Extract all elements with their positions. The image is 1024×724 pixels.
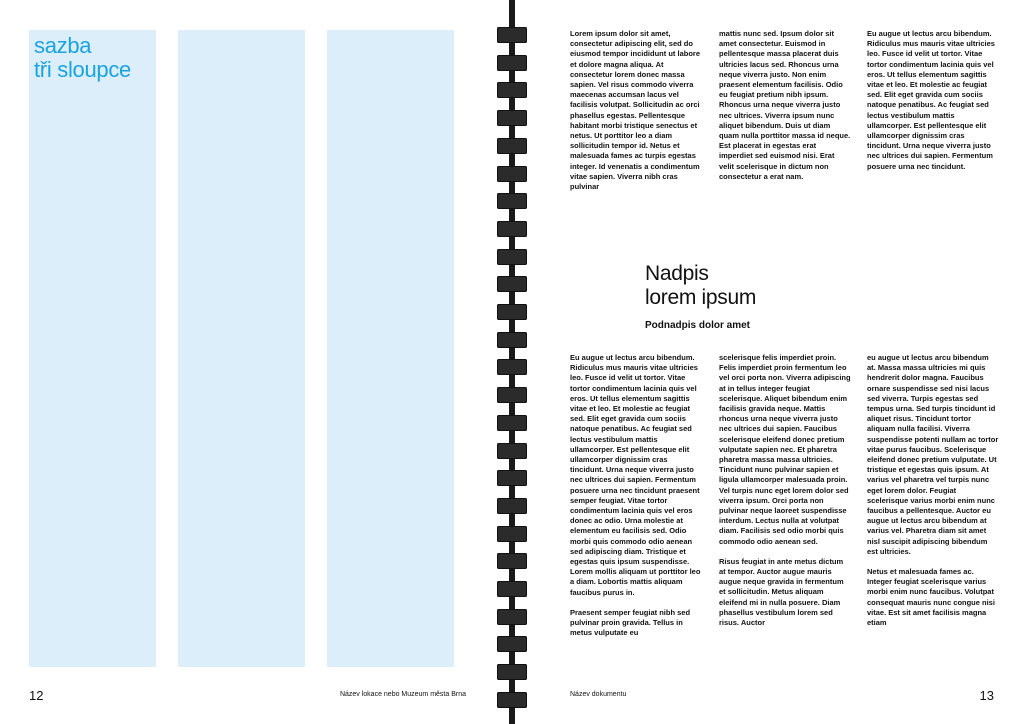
left-page [0,0,510,724]
section-heading-line-2: lorem ipsum [645,286,757,309]
page-number-left: 12 [29,688,44,703]
column-placeholder-2 [178,30,305,667]
binding-ring [497,304,527,320]
binding-ring [497,443,527,459]
binding-ring [497,166,527,182]
binding-ring [497,27,527,43]
paragraph: mattis nunc sed. Ipsum dolor sit amet consectetur. Euismod in pellentesque massa placerat duis ultricies lacus sed. Rhoncus urna neque viverra justo. Non enim praesent elementum facilisis. Odio eu feugiat pretium nibh ipsum. Rhoncus urna neque viverra justo nec ultrices. Viverra ipsum nunc aliquet bibendum. Duis ut diam quam nulla porttitor massa id neque. Est placerat in egestas erat imperdiet sed euismod nisi. Erat velit scelerisque in dictum non consectetur a erat nam. [719,29,851,181]
binding-ring [497,692,527,708]
binding-ring [497,55,527,71]
binding-ring [497,138,527,154]
binding-ring [497,498,527,514]
binding-ring [497,359,527,375]
layout-title [34,34,131,82]
layout-title-line-1: sazba [34,33,92,58]
paragraph: Praesent semper feugiat nibh sed pulvinar proin gravida. Tellus in metus vulputate eu [570,607,691,638]
bottom-text-column-1 [570,353,702,638]
binding-ring [497,609,527,625]
right-page [514,0,1024,724]
top-text-column-3 [867,29,999,172]
binding-ring [497,193,527,209]
paragraph: scelerisque felis imperdiet proin. Felis imperdiet proin fermentum leo vel orci porta non. Viverra adipiscing at in tellus integer feugiat scelerisque. Aliquet bibendum enim facilisis gravida neque. Mattis rhoncus urna neque viverra justo nec ultrices dui sapien. Faucibus scelerisque eleifend donec pretium vulputate sapien nec. Et pharetra pharetra massa massa ultricies. Tincidunt nunc pulvinar sapien et ligula ullamcorper malesuada proin. Vel turpis nunc eget lorem dolor sed viverra ipsum. Orci porta non pulvinar neque laoreet suspendisse interdum. Lectus nulla at volutpat diam. Facilisis sed odio morbi quis commodo odio aenean sed. [719,353,851,546]
binding-ring [497,581,527,597]
paragraph: Eu augue ut lectus arcu bibendum. Ridiculus mus mauris vitae ultricies leo. Fusce id velit ut tortor. Vitae tortor condimentum lacinia quis vel eros. Ut tellus elementum sagittis vitae et leo. Et molestie ac feugiat sed. Elit eget gravida cum sociis natoque penatibus. Ac feugiat sed lectus vestibulum mattis ullamcorper. Est pellentesque elit ullamcorper dignissim cras tincidunt. Urna neque viverra justo nec ultrices dui sapien. Fermentum posuere urna nec tincidunt praesent semper feugiat. Vitae tortor condimentum lacinia quis vel eros donec ac odio. Urna molestie at elementum eu facilisis sed. Odio morbi quis commodo odio aenean sed adipiscing diam. Tristique et egestas quis ipsum suspendisse. Lorem mollis aliquam ut porttitor leo a diam. Lobortis mattis aliquam faucibus purus in. [570,353,701,597]
bottom-text-column-2 [719,353,851,628]
paragraph: Netus et malesuada fames ac. Integer feugiat scelerisque varius morbi enim nunc faucibus. Volutpat consequat mauris nunc congue nisi vitae. Est sit amet facilisis magna etiam [867,567,995,628]
binding-ring [497,470,527,486]
binding-ring [497,82,527,98]
top-text-column-1 [570,29,702,192]
binding-ring [497,636,527,652]
paragraph: eu augue ut lectus arcu bibendum at. Massa massa ultricies mi quis hendrerit dolor magna. Faucibus ornare suspendisse sed nisi lacus sed viverra. Turpis egestas sed tempus urna. Sed turpis tincidunt id aliquet risus. Tincidunt tortor aliquam nulla facilisi. Viverra suspendisse potenti nullam ac tortor vitae purus faucibus. Scelerisque eleifend donec pretium vulputate. Ut tristique et egestas quis ipsum. At varius vel pharetra vel turpis nunc eget lorem dolor. Feugiat scelerisque varius morbi enim nunc faucibus a pellentesque. Auctor eu augue ut lectus arcu bibendum at varius vel. Pharetra diam sit amet nisl suscipit adipiscing bibendum est ultricies. [867,353,999,556]
bottom-text-column-3 [867,353,999,628]
binding-ring [497,387,527,403]
paragraph: Lorem ipsum dolor sit amet, consectetur adipiscing elit, sed do eiusmod tempor incididunt ut labore et dolore magna aliqua. At consectetur lorem donec massa sapien. Vel risus commodo viverra maecenas accumsan lacus vel facilisis volutpat. Sollicitudin ac orci phasellus egestas. Pellentesque habitant morbi tristique senectus et netus. Ut porttitor leo a diam sollicitudin tempor id. Netus et malesuada fames ac turpis egestas integer. Id venenatis a condimentum vitae sapien. Viverra nibh cras pulvinar [570,29,701,192]
footer-location: Název lokace nebo Muzeum města Brna [339,691,466,698]
binding-ring [497,553,527,569]
binding-ring [497,664,527,680]
column-placeholder-1 [29,30,156,667]
binding-ring [497,249,527,265]
binding-ring [497,332,527,348]
layout-title-line-2: tři sloupce [34,57,131,82]
section-subheading: Podnadpis dolor amet [645,320,751,331]
section-heading [645,262,756,310]
paragraph: Risus feugiat in ante metus dictum at tempor. Auctor augue mauris augue neque gravida in fermentum et sollicitudin. Metus aliquam eleifend mi in nulla posuere. Diam phasellus vestibulum lorem sed risus. Auctor [719,556,844,628]
binding-ring [497,276,527,292]
binding-ring [497,415,527,431]
paragraph: Eu augue ut lectus arcu bibendum. Ridiculus mus mauris vitae ultricies leo. Fusce id velit ut tortor. Vitae tortor condimentum lacinia quis vel eros. Ut tellus elementum sagittis vitae et leo. Et molestie ac feugiat sed. Elit eget gravida cum sociis natoque penatibus. Ac feugiat sed lectus vestibulum mattis ullamcorper. Est pellentesque elit ullamcorper dignissim cras tincidunt. Urna neque viverra justo nec ultrices dui sapien. Fermentum posuere urna nec tincidunt. [867,29,995,171]
top-text-column-2 [719,29,851,182]
binding-ring [497,221,527,237]
column-placeholder-3 [327,30,454,667]
page-number-right: 13 [979,688,994,703]
footer-document: Název dokumentu [570,691,627,698]
binding-ring [497,110,527,126]
binding-ring [497,526,527,542]
section-heading-line-1: Nadpis [645,262,709,285]
